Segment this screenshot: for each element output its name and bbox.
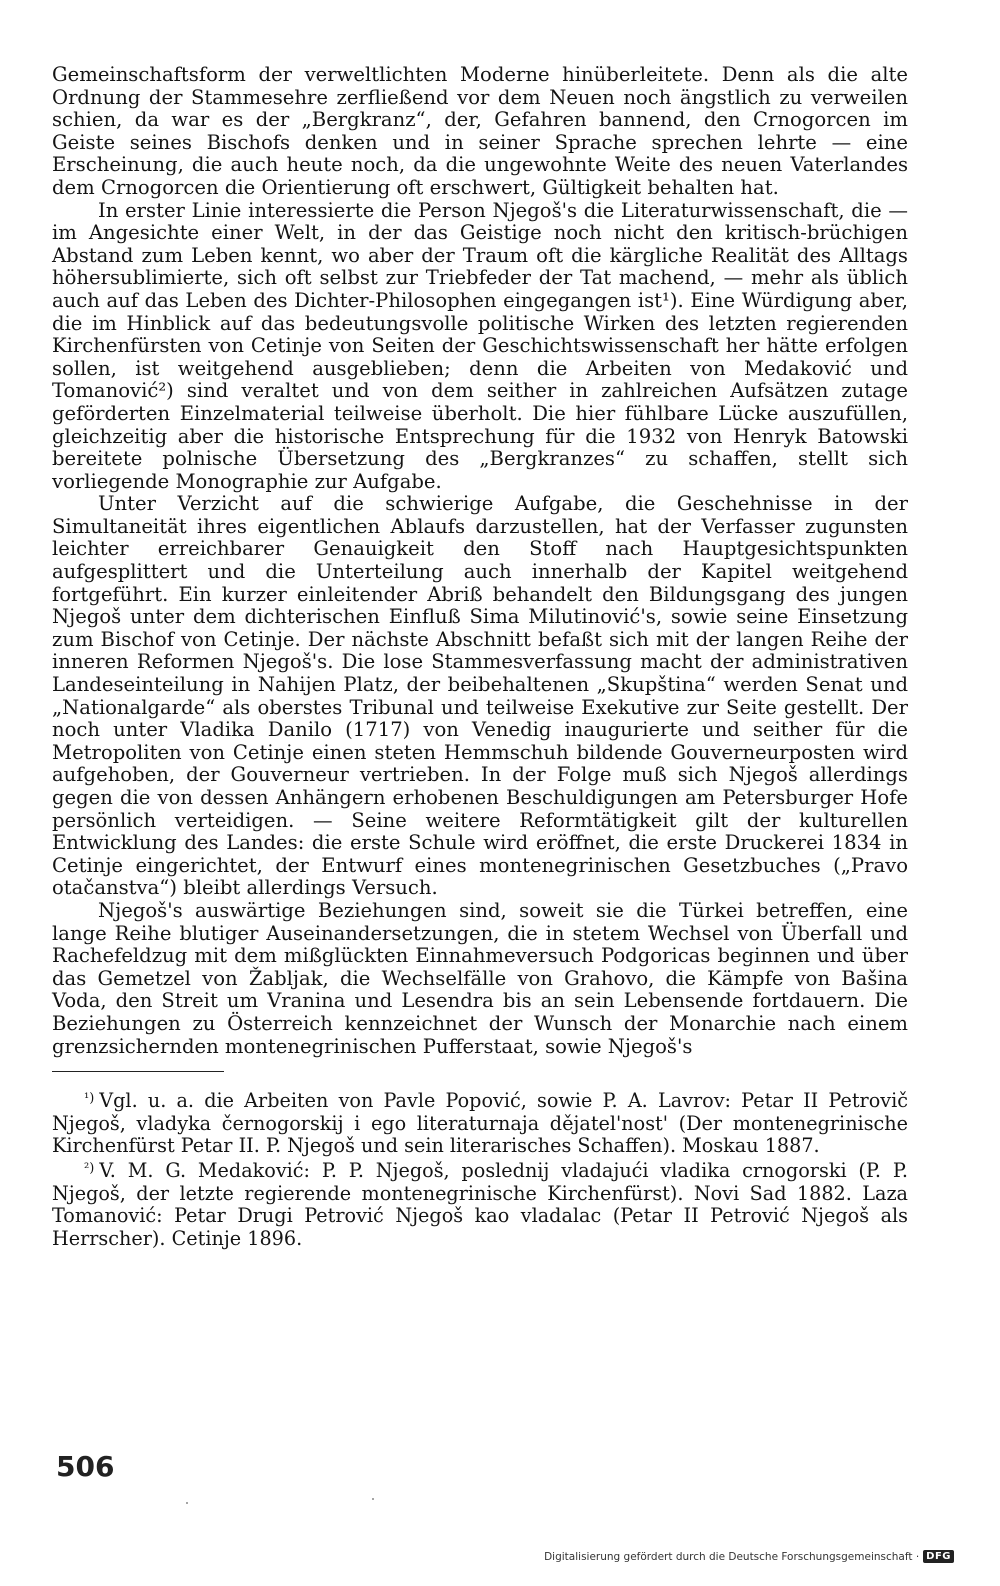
dfg-logo: DFG	[923, 1550, 954, 1563]
footnote-2-text: V. M. G. Medaković: P. P. Njegoš, poslednij vladajući vladika crnogorski (P. P. Njegoš, der letzte regierende montenegrinische Kirchenfürst). Novi Sad 1882. Laza Tomanović: Petar Drugi Petrović Njegoš kao vladalac (Petar II Petrović Njegoš als Herrscher). Cetinje 1896.	[52, 1159, 908, 1250]
footer-text: Digitalisierung gefördert durch die Deutsche Forschungsgemeinschaft ·	[544, 1550, 920, 1563]
page-number: 506	[56, 1450, 115, 1483]
footnote-1-mark: ¹)	[84, 1091, 95, 1107]
paragraph-3: Unter Verzicht auf die schwierige Aufgabe, die Geschehnisse in der Simultaneität ihres eigentlichen Ablaufs darzustellen, hat der Verfasser zugunsten leichter erreichbarer Genauigkeit den Stoff nach Hauptgesichtspunkten aufgesplittert und die Unterteilung auch innerhalb der Kapitel weitgehend fortgeführt. Ein kurzer einleitender Abriß behandelt den Bildungsgang des jungen Njegoš unter dem dichterischen Einfluß Sima Milutinović's, sowie seine Einsetzung zum Bischof von Cetinje. Der nächste Abschnitt befaßt sich mit der langen Reihe der inneren Reformen Njegoš's. Die lose Stammesverfassung macht der administrativen Landeseinteilung in Nahijen Platz, der beibehaltenen „Skupština“ werden Senat und „Nationalgarde“ als oberstes Tribunal und teilweise Exekutive zur Seite gestellt. Der noch unter Vladika Danilo (1717) von Venedig inaugurierte und seither für die Metropoliten von Cetinje einen steten Hemmschuh bildende Gouverneurposten wird aufgehoben, der Gouverneur vertrieben. In der Folge muß sich Njegoš allerdings gegen die von dessen Anhängern erhobenen Beschuldigungen am Petersburger Hofe persönlich verteidigen. — Seine weitere Reformtätigkeit gilt der kulturellen Entwicklung des Landes: die erste Schule wird eröffnet, die erste Druckerei 1834 in Cetinje eingerichtet, der Entwurf eines montenegrinischen Gesetzbuches („Pravo otačanstva“) bleibt allerdings Versuch.	[52, 492, 908, 900]
scan-speck	[372, 1498, 374, 1500]
footnote-1	[52, 1088, 908, 1157]
scan-speck	[186, 1502, 188, 1504]
footnote-divider	[52, 1071, 224, 1072]
paragraph-2: In erster Linie interessierte die Person Njegoš's die Literaturwissenschaft, die — im Angesichte einer Welt, in der das Geistige noch nicht den kritisch-brüchigen Abstand zum Leben kennt, wo aber der Traum oft die kärgliche Realität des Alltags höhersublimierte, sich oft selbst zur Triebfeder der Tat machend, — mehr als üblich auch auf das Leben des Dichter-Philosophen eingegangen ist¹). Eine Würdigung aber, die im Hinblick auf das bedeutungsvolle politische Wirken des letzten regierenden Kirchenfürsten von Cetinje von Seiten der Geschichtswissenschaft her hätte erfolgen sollen, ist weitgehend ausgeblieben; denn die Arbeiten von Medaković und Tomanović²) sind veraltet und von dem seither in zahlreichen Aufsätzen zutage geförderten Einzelmaterial teilweise überholt. Die hier fühlbare Lücke auszufüllen, gleichzeitig aber die historische Entsprechung für die 1932 von Henryk Batowski bereitete polnische Übersetzung des „Bergkranzes“ zu schaffen, stellt sich vorliegende Monographie zur Aufgabe.	[52, 198, 908, 493]
footnote-1-text: Vgl. u. a. die Arbeiten von Pavle Popović, sowie P. A. Lavrov: Petar II Petrovič Njegoš, vladyka černogorskij i ego literaturnaja dějatel'nost' (Der montenegrinische Kirchenfürst Petar II. P. Njegoš und sein literarisches Schaffen). Moskau 1887.	[52, 1089, 908, 1157]
paragraph-4: Njegoš's auswärtige Beziehungen sind, soweit sie die Türkei betreffen, eine lange Reihe blutiger Auseinandersetzungen, die in stetem Wechsel von Überfall und Rachefeldzug mit dem mißglückten Einnahmeversuch Podgoricas beginnen und über das Gemetzel von Žabljak, die Wechselfälle von Grahovo, die Kämpfe von Bašina Voda, den Streit um Vranina und Lesendra bis an sein Lebensende fortdauern. Die Beziehungen zu Österreich kennzeichnet der Wunsch der Monarchie nach einem grenzsichernden montenegrinischen Pufferstaat, sowie Njegoš's	[52, 898, 908, 1058]
footnote-2-mark: ²)	[84, 1161, 95, 1177]
digitization-footer	[544, 1550, 954, 1563]
page-body	[52, 64, 908, 1251]
footnote-2	[52, 1158, 908, 1250]
paragraph-1: Gemeinschaftsform der verweltlichten Moderne hinüberleitete. Denn als die alte Ordnung der Stammesehre zerfließend vor dem Neuen noch ängstlich zu verweilen schien, da war es der „Bergkranz“, der, Gefahren bannend, den Crnogorcen im Geiste seines Bischofs denken und in seiner Sprache sprechen lehrte — eine Erscheinung, die auch heute noch, da die ungewohnte Weite des neuen Vaterlandes dem Crnogorcen die Orientierung oft erschwert, Gültigkeit behalten hat.	[52, 63, 908, 199]
